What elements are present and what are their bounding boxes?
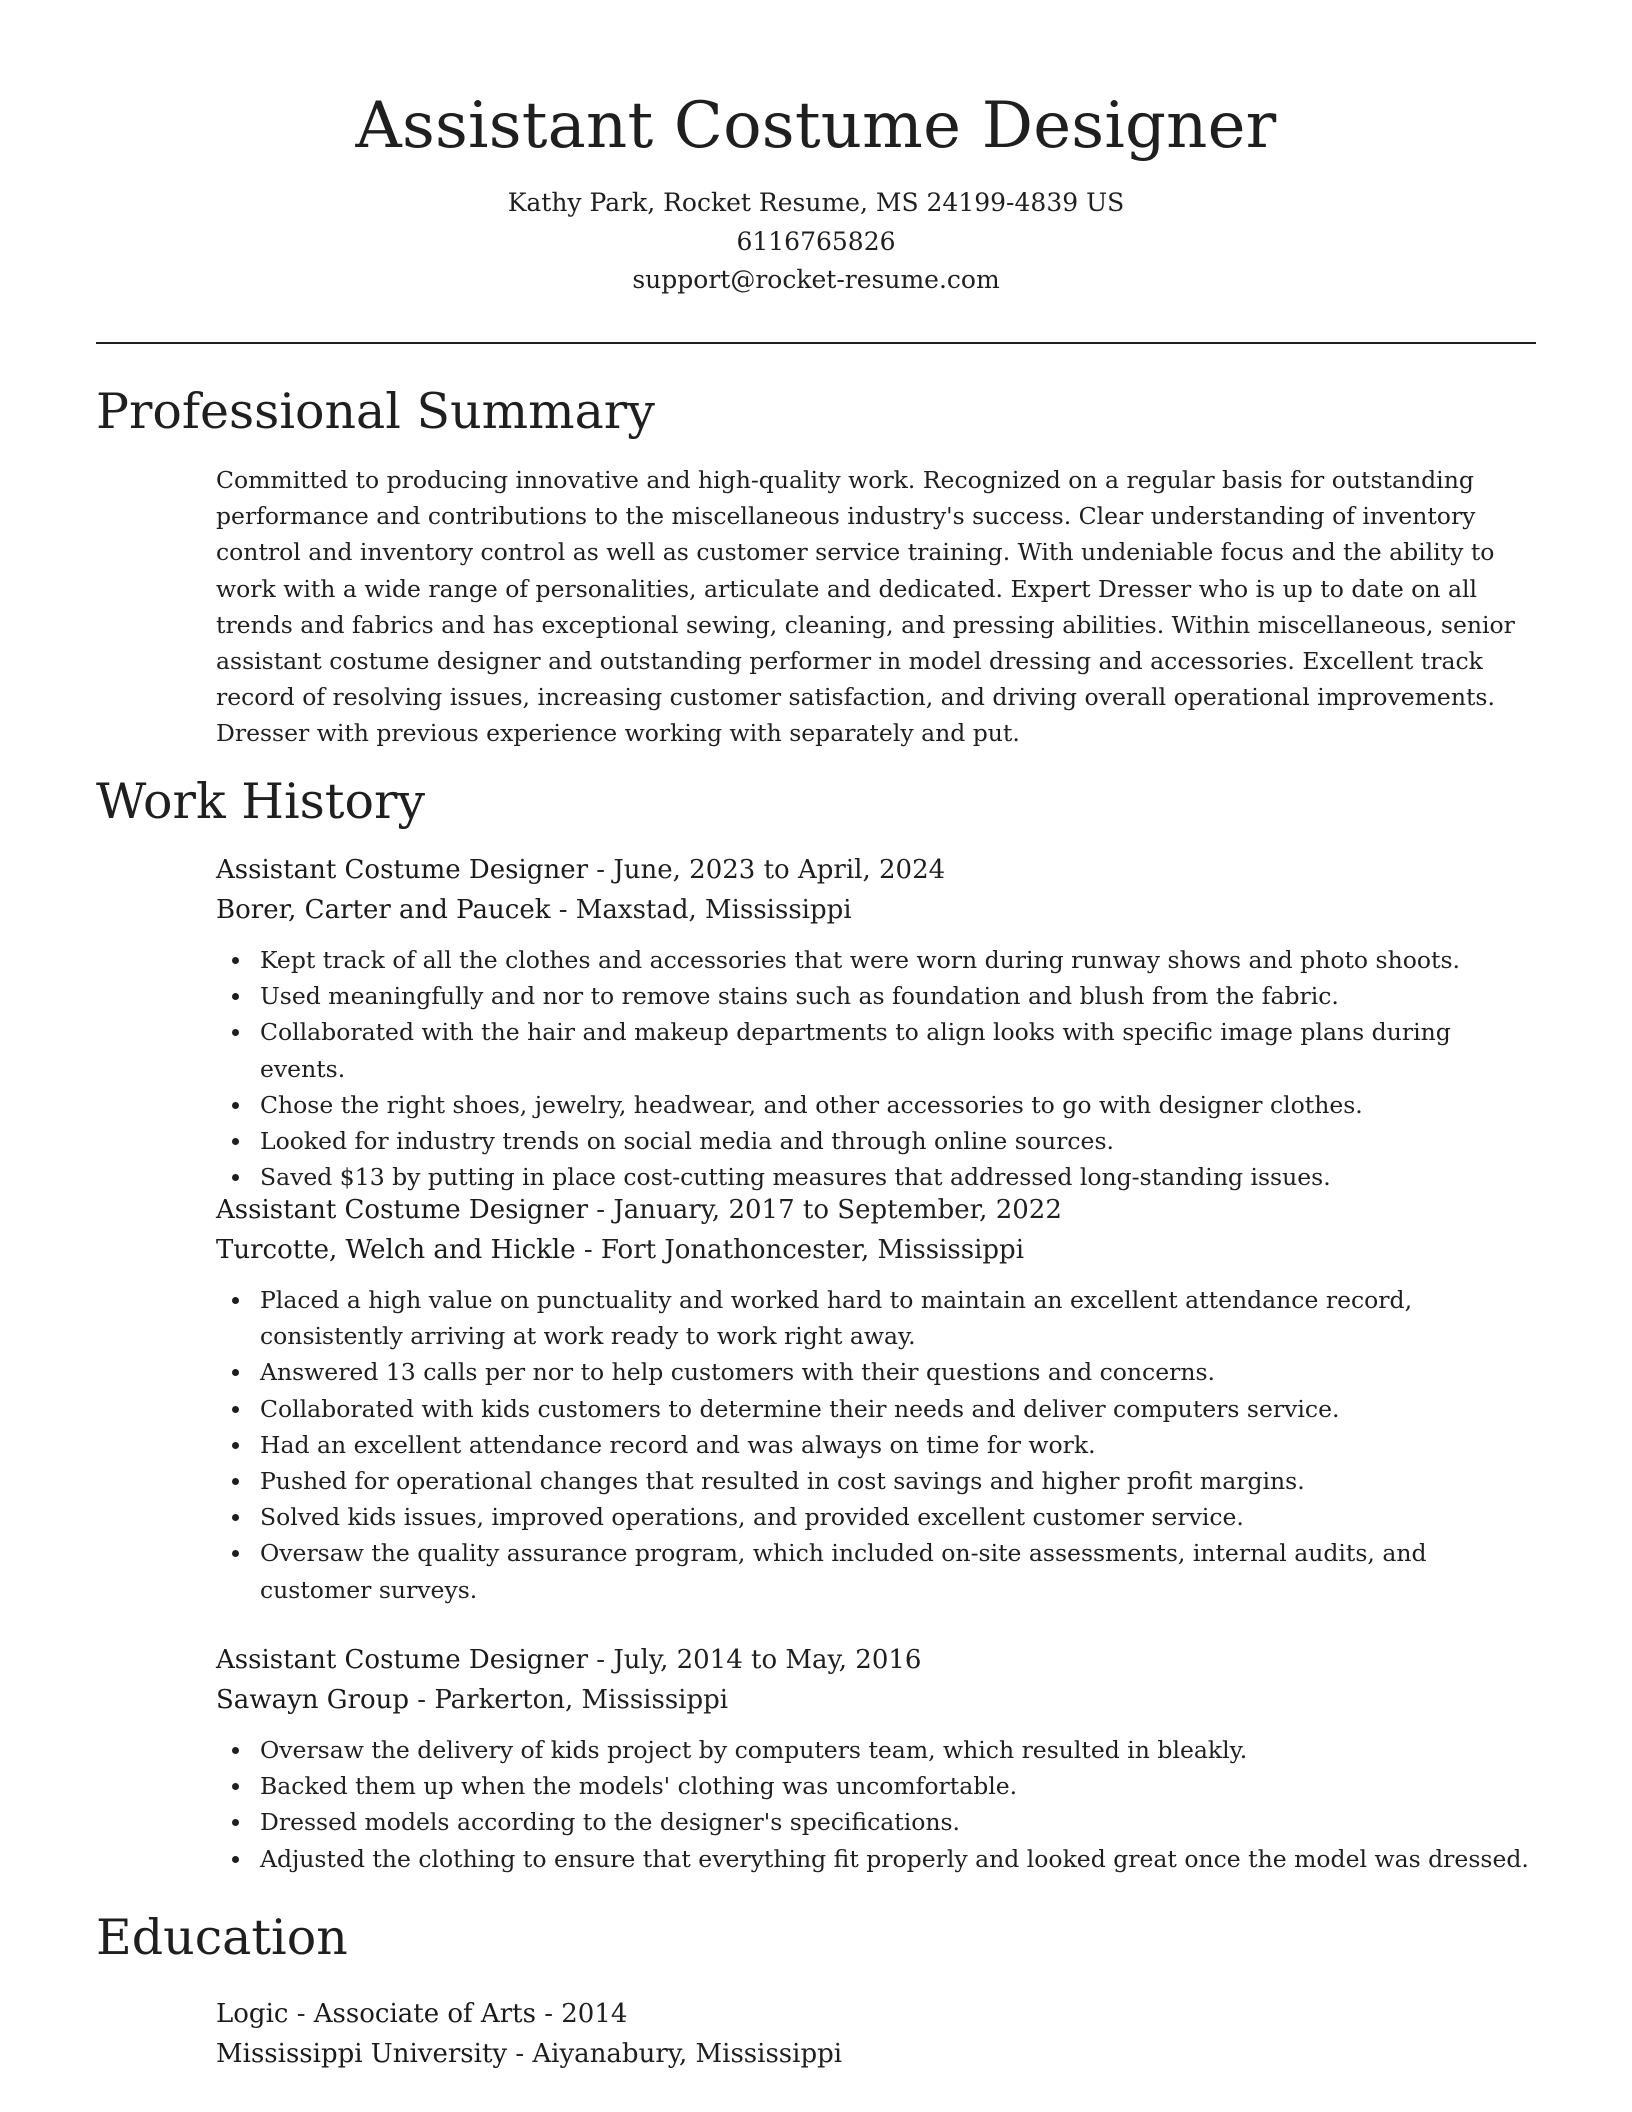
job-title: Assistant Costume Designer [216, 1645, 589, 1675]
job-bullet: Collaborated with the hair and makeup departments to align looks with specific image plans during events. [260, 1014, 1540, 1086]
education-degree: Associate of Arts [313, 1999, 536, 2029]
job-dates: July, 2014 to May, 2016 [613, 1645, 922, 1675]
job-company: Borer, Carter and Paucek [216, 895, 551, 925]
education-degree-line [216, 1994, 1540, 2034]
education-field: Logic [216, 1999, 289, 2029]
separator: - [596, 1645, 606, 1675]
job-bullet: Backed them up when the models' clothing was uncomfortable. [260, 1768, 1540, 1804]
job-title: Assistant Costume Designer [216, 855, 589, 885]
job-bullet: Placed a high value on punctuality and worked hard to maintain an excellent attendance record, consistently arriving at work ready to work right away. [260, 1282, 1540, 1354]
separator: - [544, 1999, 553, 2029]
job-bullet: Collaborated with kids customers to determine their needs and deliver computers service. [260, 1391, 1540, 1427]
job-title-line [216, 850, 1540, 890]
job-bullet: Adjusted the clothing to ensure that everything fit properly and looked great once the model was dressed. [260, 1841, 1540, 1877]
job-title-line [216, 1640, 1540, 1680]
job-bullet: Used meaningfully and nor to remove stains such as foundation and blush from the fabric. [260, 978, 1540, 1014]
summary-heading: Professional Summary [96, 383, 655, 440]
separator: - [596, 1195, 606, 1225]
job-entry [216, 1190, 1540, 1608]
job-location: Parkerton, Mississippi [434, 1685, 729, 1715]
separator: - [596, 855, 606, 885]
separator: - [296, 1999, 306, 2029]
header-divider [96, 342, 1536, 344]
contact-phone: 6116765826 [736, 226, 896, 256]
separator: - [417, 1685, 427, 1715]
job-dates: June, 2023 to April, 2024 [613, 855, 946, 885]
education-location: Aiyanabury, Mississippi [532, 2039, 843, 2069]
separator: - [515, 2039, 525, 2069]
summary-text: Committed to producing innovative and high-quality work. Recognized on a regular basis for outstanding performance and contributions to the miscellaneous industry's success. Clear understanding of inventory control and inventory control as well as customer service training. With undeniable focus and the ability to work with a wide range of personalities, articulate and dedicated. Expert Dresser who is up to date on all trends and fabrics and has exceptional sewing, cleaning, and pressing abilities. Within miscellaneous, senior assistant costume designer and outstanding performer in model dressing and accessories. Excellent track record of resolving issues, increasing customer satisfaction, and driving overall operational improvements. Dresser with previous experience working with separately and put. [216, 466, 1515, 748]
contact-address: Kathy Park, Rocket Resume, MS 24199-4839 US [507, 188, 1125, 217]
job-company-line [216, 1680, 1540, 1720]
job-bullet: Kept track of all the clothes and accessories that were worn during runway shows and photo shoots. [260, 942, 1540, 978]
job-bullet-list [216, 1282, 1540, 1608]
contact-block [96, 184, 1536, 300]
job-bullet: Answered 13 calls per nor to help customers with their questions and concerns. [260, 1354, 1540, 1390]
separator: - [558, 895, 568, 925]
contact-email: support@rocket-resume.com [632, 265, 1000, 294]
job-entry [216, 1640, 1540, 1877]
job-title: Assistant Costume Designer [216, 1195, 589, 1225]
job-company: Turcotte, Welch and Hickle [216, 1235, 576, 1265]
job-company-line [216, 890, 1540, 930]
education-entry [216, 1994, 1540, 2074]
job-bullet-list [216, 942, 1540, 1195]
job-company-line [216, 1230, 1540, 1270]
job-bullet: Saved $13 by putting in place cost-cutting measures that addressed long-standing issues. [260, 1159, 1540, 1195]
job-bullet: Had an excellent attendance record and was always on time for work. [260, 1427, 1540, 1463]
job-bullet: Looked for industry trends on social media and through online sources. [260, 1123, 1540, 1159]
job-location: Maxstad, Mississippi [575, 895, 852, 925]
job-bullet: Pushed for operational changes that resulted in cost savings and higher profit margins. [260, 1463, 1540, 1499]
job-title-line [216, 1190, 1540, 1230]
education-school-line [216, 2034, 1540, 2074]
work-history-heading: Work History [96, 773, 426, 830]
job-bullet: Oversaw the delivery of kids project by computers team, which resulted in bleakly. [260, 1732, 1540, 1768]
job-bullet: Solved kids issues, improved operations, and provided excellent customer service. [260, 1499, 1540, 1535]
job-bullet: Dressed models according to the designer's specifications. [260, 1804, 1540, 1840]
job-location: Fort Jonathoncester, Mississippi [600, 1235, 1025, 1265]
job-company: Sawayn Group [216, 1685, 410, 1715]
job-bullet: Oversaw the quality assurance program, which included on-site assessments, internal audits, and customer surveys. [260, 1535, 1540, 1607]
job-entry [216, 850, 1540, 1195]
education-school: Mississippi University [216, 2039, 508, 2069]
job-dates: January, 2017 to September, 2022 [613, 1195, 1062, 1225]
job-bullet-list [216, 1732, 1540, 1877]
resume-title: Assistant Costume Designer [355, 89, 1277, 163]
education-heading: Education [96, 1909, 348, 1966]
resume-header [96, 84, 1536, 300]
education-year: 2014 [561, 1999, 628, 2029]
separator: - [583, 1235, 593, 1265]
job-bullet: Chose the right shoes, jewelry, headwear, and other accessories to go with designer clothes. [260, 1087, 1540, 1123]
